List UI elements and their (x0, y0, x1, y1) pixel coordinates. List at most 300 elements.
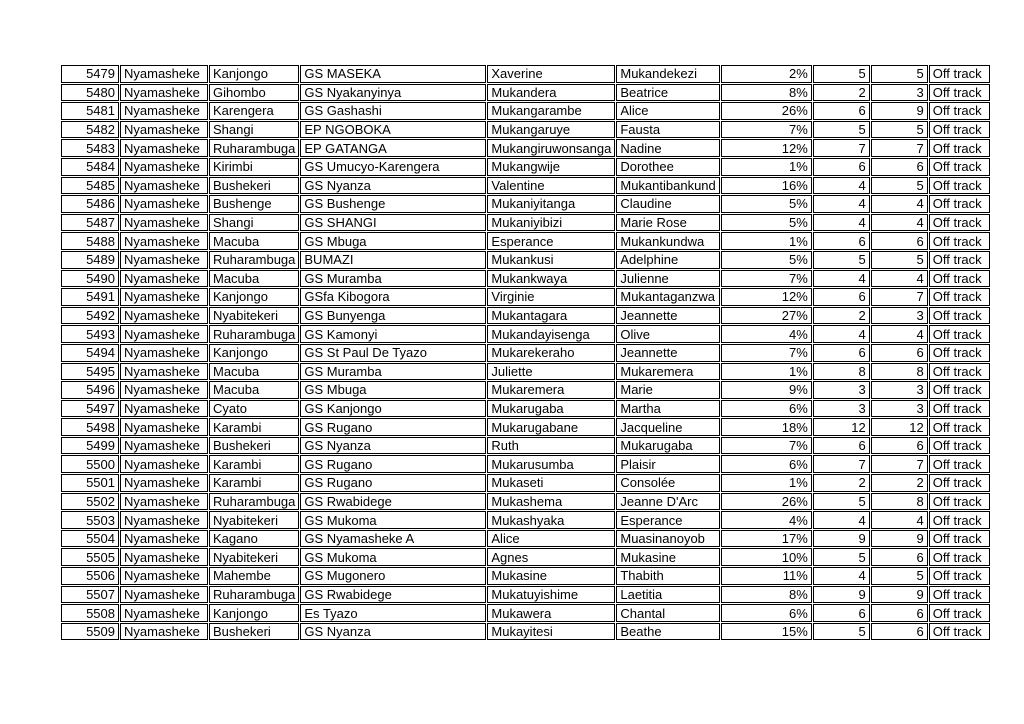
table-row (61, 604, 990, 622)
cell-percent: 26% (721, 102, 812, 120)
cell-name-2: Beatrice (616, 84, 719, 102)
cell-name-1: Mukangaruye (487, 121, 615, 139)
cell-district: Nyamasheke (120, 623, 208, 641)
cell-value-a: 4 (813, 567, 870, 585)
cell-value-b: 7 (871, 139, 928, 157)
cell-name-1: Mukaniyibizi (487, 214, 615, 232)
cell-name-2: Plaisir (616, 455, 719, 473)
cell-value-b: 4 (871, 214, 928, 232)
cell-name-2: Julienne (616, 270, 719, 288)
table-row (61, 158, 990, 176)
table-body (61, 65, 990, 640)
cell-value-a: 6 (813, 102, 870, 120)
cell-name-2: Jacqueline (616, 418, 719, 436)
cell-record-id: 5501 (61, 474, 119, 492)
cell-name-2: Muasinanoyob (616, 530, 719, 548)
cell-name-1: Mukarugabane (487, 418, 615, 436)
cell-value-a: 4 (813, 177, 870, 195)
cell-district: Nyamasheke (120, 121, 208, 139)
cell-name-2: Jeannette (616, 344, 719, 362)
cell-school: BUMAZI (300, 251, 486, 269)
cell-name-2: Olive (616, 325, 719, 343)
cell-record-id: 5482 (61, 121, 119, 139)
cell-district: Nyamasheke (120, 139, 208, 157)
cell-district: Nyamasheke (120, 288, 208, 306)
cell-district: Nyamasheke (120, 530, 208, 548)
cell-district: Nyamasheke (120, 344, 208, 362)
table-row (61, 400, 990, 418)
cell-value-b: 3 (871, 84, 928, 102)
cell-value-a: 3 (813, 381, 870, 399)
cell-value-a: 5 (813, 65, 870, 83)
cell-district: Nyamasheke (120, 65, 208, 83)
cell-record-id: 5489 (61, 251, 119, 269)
cell-status: Off track (929, 232, 990, 250)
table-row (61, 455, 990, 473)
table-row (61, 511, 990, 529)
cell-sector: Kanjongo (209, 65, 299, 83)
cell-value-a: 5 (813, 493, 870, 511)
cell-sector: Karengera (209, 102, 299, 120)
table-row (61, 270, 990, 288)
cell-school: EP GATANGA (300, 139, 486, 157)
cell-sector: Bushekeri (209, 437, 299, 455)
cell-school: GS Rwabidege (300, 493, 486, 511)
cell-name-2: Mukankundwa (616, 232, 719, 250)
cell-name-2: Fausta (616, 121, 719, 139)
cell-status: Off track (929, 102, 990, 120)
cell-value-a: 8 (813, 363, 870, 381)
cell-record-id: 5493 (61, 325, 119, 343)
cell-district: Nyamasheke (120, 604, 208, 622)
cell-district: Nyamasheke (120, 84, 208, 102)
cell-district: Nyamasheke (120, 400, 208, 418)
cell-status: Off track (929, 139, 990, 157)
cell-district: Nyamasheke (120, 102, 208, 120)
cell-record-id: 5497 (61, 400, 119, 418)
cell-value-b: 5 (871, 65, 928, 83)
cell-name-2: Mukandekezi (616, 65, 719, 83)
cell-value-b: 5 (871, 121, 928, 139)
table-row (61, 530, 990, 548)
cell-sector: Kanjongo (209, 604, 299, 622)
cell-school: GS Kamonyi (300, 325, 486, 343)
cell-sector: Bushekeri (209, 177, 299, 195)
cell-percent: 12% (721, 139, 812, 157)
cell-name-1: Mukankwaya (487, 270, 615, 288)
cell-sector: Bushekeri (209, 623, 299, 641)
cell-value-a: 5 (813, 623, 870, 641)
cell-value-a: 4 (813, 325, 870, 343)
cell-school: GS Rugano (300, 418, 486, 436)
cell-district: Nyamasheke (120, 195, 208, 213)
cell-school: GS Kanjongo (300, 400, 486, 418)
cell-record-id: 5498 (61, 418, 119, 436)
cell-sector: Macuba (209, 381, 299, 399)
cell-value-b: 6 (871, 437, 928, 455)
cell-status: Off track (929, 84, 990, 102)
cell-name-2: Nadine (616, 139, 719, 157)
cell-status: Off track (929, 623, 990, 641)
cell-percent: 16% (721, 177, 812, 195)
cell-school: GS Nyamasheke A (300, 530, 486, 548)
cell-district: Nyamasheke (120, 270, 208, 288)
cell-school: GS Gashashi (300, 102, 486, 120)
cell-record-id: 5480 (61, 84, 119, 102)
cell-name-1: Valentine (487, 177, 615, 195)
cell-value-a: 6 (813, 437, 870, 455)
cell-sector: Nyabitekeri (209, 307, 299, 325)
table-row (61, 84, 990, 102)
cell-sector: Kanjongo (209, 344, 299, 362)
cell-value-a: 7 (813, 139, 870, 157)
cell-percent: 5% (721, 214, 812, 232)
cell-value-a: 5 (813, 251, 870, 269)
cell-value-a: 3 (813, 400, 870, 418)
cell-district: Nyamasheke (120, 177, 208, 195)
cell-name-1: Mukasine (487, 567, 615, 585)
cell-name-2: Beathe (616, 623, 719, 641)
cell-name-2: Adelphine (616, 251, 719, 269)
cell-status: Off track (929, 121, 990, 139)
cell-name-1: Mukatuyishime (487, 586, 615, 604)
cell-percent: 7% (721, 344, 812, 362)
cell-name-1: Virginie (487, 288, 615, 306)
table-row (61, 623, 990, 641)
cell-name-2: Marie Rose (616, 214, 719, 232)
cell-name-1: Ruth (487, 437, 615, 455)
cell-status: Off track (929, 530, 990, 548)
cell-percent: 7% (721, 437, 812, 455)
cell-value-b: 9 (871, 102, 928, 120)
table-row (61, 418, 990, 436)
cell-value-a: 2 (813, 307, 870, 325)
cell-school: GS Nyanza (300, 437, 486, 455)
cell-name-1: Mukaseti (487, 474, 615, 492)
table-row (61, 65, 990, 83)
cell-sector: Ruharambuga (209, 139, 299, 157)
cell-school: GS Rugano (300, 455, 486, 473)
cell-percent: 18% (721, 418, 812, 436)
cell-percent: 10% (721, 548, 812, 566)
cell-sector: Cyato (209, 400, 299, 418)
cell-school: GS Umucyo-Karengera (300, 158, 486, 176)
table-row (61, 251, 990, 269)
cell-sector: Kanjongo (209, 288, 299, 306)
cell-percent: 6% (721, 604, 812, 622)
cell-school: Es Tyazo (300, 604, 486, 622)
cell-status: Off track (929, 567, 990, 585)
cell-district: Nyamasheke (120, 232, 208, 250)
cell-status: Off track (929, 344, 990, 362)
cell-record-id: 5505 (61, 548, 119, 566)
table-row (61, 288, 990, 306)
cell-value-b: 6 (871, 548, 928, 566)
cell-name-2: Marie (616, 381, 719, 399)
cell-school: GS Muramba (300, 363, 486, 381)
cell-status: Off track (929, 177, 990, 195)
cell-sector: Ruharambuga (209, 325, 299, 343)
cell-percent: 1% (721, 474, 812, 492)
cell-value-b: 7 (871, 288, 928, 306)
table-row (61, 363, 990, 381)
table-row (61, 307, 990, 325)
cell-record-id: 5495 (61, 363, 119, 381)
cell-percent: 6% (721, 400, 812, 418)
table-row (61, 232, 990, 250)
cell-value-b: 4 (871, 270, 928, 288)
cell-name-2: Chantal (616, 604, 719, 622)
cell-record-id: 5494 (61, 344, 119, 362)
cell-record-id: 5487 (61, 214, 119, 232)
cell-school: GS MASEKA (300, 65, 486, 83)
cell-record-id: 5479 (61, 65, 119, 83)
cell-value-a: 2 (813, 84, 870, 102)
cell-district: Nyamasheke (120, 158, 208, 176)
table-row (61, 474, 990, 492)
cell-sector: Karambi (209, 418, 299, 436)
cell-percent: 12% (721, 288, 812, 306)
cell-name-2: Mukarugaba (616, 437, 719, 455)
cell-name-1: Esperance (487, 232, 615, 250)
cell-record-id: 5483 (61, 139, 119, 157)
cell-school: GS Mukoma (300, 511, 486, 529)
cell-record-id: 5496 (61, 381, 119, 399)
cell-name-1: Mukayitesi (487, 623, 615, 641)
cell-value-a: 5 (813, 121, 870, 139)
cell-value-b: 6 (871, 604, 928, 622)
cell-percent: 4% (721, 325, 812, 343)
cell-value-b: 8 (871, 493, 928, 511)
cell-value-a: 6 (813, 344, 870, 362)
cell-sector: Ruharambuga (209, 251, 299, 269)
cell-value-a: 2 (813, 474, 870, 492)
cell-status: Off track (929, 325, 990, 343)
cell-status: Off track (929, 455, 990, 473)
cell-school: GS Mbuga (300, 232, 486, 250)
cell-status: Off track (929, 493, 990, 511)
cell-name-2: Dorothee (616, 158, 719, 176)
cell-value-a: 6 (813, 288, 870, 306)
cell-sector: Ruharambuga (209, 586, 299, 604)
cell-percent: 26% (721, 493, 812, 511)
cell-status: Off track (929, 214, 990, 232)
cell-district: Nyamasheke (120, 418, 208, 436)
cell-record-id: 5485 (61, 177, 119, 195)
cell-sector: Karambi (209, 474, 299, 492)
cell-percent: 5% (721, 251, 812, 269)
cell-name-1: Mukangiruwonsanga (487, 139, 615, 157)
cell-name-2: Mukasine (616, 548, 719, 566)
cell-district: Nyamasheke (120, 251, 208, 269)
table-row (61, 177, 990, 195)
cell-name-1: Mukandera (487, 84, 615, 102)
cell-status: Off track (929, 288, 990, 306)
cell-status: Off track (929, 158, 990, 176)
cell-sector: Kagano (209, 530, 299, 548)
table-row (61, 548, 990, 566)
cell-school: GS Nyanza (300, 177, 486, 195)
cell-school: GSfa Kibogora (300, 288, 486, 306)
cell-name-2: Mukantaganzwa (616, 288, 719, 306)
cell-percent: 15% (721, 623, 812, 641)
cell-value-a: 4 (813, 195, 870, 213)
cell-value-b: 5 (871, 177, 928, 195)
cell-record-id: 5507 (61, 586, 119, 604)
cell-school: GS Bunyenga (300, 307, 486, 325)
cell-school: GS Nyanza (300, 623, 486, 641)
cell-value-a: 4 (813, 214, 870, 232)
cell-value-b: 2 (871, 474, 928, 492)
cell-percent: 4% (721, 511, 812, 529)
cell-sector: Gihombo (209, 84, 299, 102)
cell-school: GS Muramba (300, 270, 486, 288)
cell-status: Off track (929, 586, 990, 604)
table-row (61, 325, 990, 343)
cell-name-1: Mukarugaba (487, 400, 615, 418)
cell-record-id: 5503 (61, 511, 119, 529)
cell-district: Nyamasheke (120, 363, 208, 381)
cell-name-2: Mukaremera (616, 363, 719, 381)
cell-percent: 17% (721, 530, 812, 548)
cell-record-id: 5506 (61, 567, 119, 585)
cell-district: Nyamasheke (120, 474, 208, 492)
table-row (61, 195, 990, 213)
cell-value-a: 5 (813, 548, 870, 566)
cell-value-b: 3 (871, 307, 928, 325)
records-table (60, 64, 991, 641)
cell-value-b: 8 (871, 363, 928, 381)
cell-school: GS St Paul De Tyazo (300, 344, 486, 362)
cell-name-1: Mukarekeraho (487, 344, 615, 362)
cell-record-id: 5486 (61, 195, 119, 213)
cell-value-a: 4 (813, 511, 870, 529)
cell-name-2: Thabith (616, 567, 719, 585)
cell-record-id: 5508 (61, 604, 119, 622)
cell-name-1: Mukangwije (487, 158, 615, 176)
cell-value-b: 5 (871, 251, 928, 269)
cell-name-1: Mukankusi (487, 251, 615, 269)
cell-value-b: 6 (871, 232, 928, 250)
cell-name-1: Mukashyaka (487, 511, 615, 529)
cell-district: Nyamasheke (120, 586, 208, 604)
cell-value-b: 9 (871, 586, 928, 604)
cell-record-id: 5481 (61, 102, 119, 120)
table-row (61, 567, 990, 585)
cell-record-id: 5484 (61, 158, 119, 176)
cell-name-1: Mukaniyitanga (487, 195, 615, 213)
cell-name-1: Alice (487, 530, 615, 548)
cell-record-id: 5491 (61, 288, 119, 306)
cell-name-2: Jeannette (616, 307, 719, 325)
cell-name-1: Mukandayisenga (487, 325, 615, 343)
cell-sector: Macuba (209, 232, 299, 250)
cell-percent: 6% (721, 455, 812, 473)
table-row (61, 493, 990, 511)
cell-sector: Shangi (209, 214, 299, 232)
cell-name-2: Jeanne D'Arc (616, 493, 719, 511)
cell-value-a: 6 (813, 232, 870, 250)
cell-value-b: 6 (871, 623, 928, 641)
cell-school: GS Bushenge (300, 195, 486, 213)
cell-percent: 7% (721, 270, 812, 288)
cell-status: Off track (929, 65, 990, 83)
cell-value-b: 6 (871, 344, 928, 362)
cell-value-b: 4 (871, 511, 928, 529)
cell-value-b: 4 (871, 195, 928, 213)
cell-status: Off track (929, 418, 990, 436)
cell-school: GS SHANGI (300, 214, 486, 232)
cell-status: Off track (929, 195, 990, 213)
cell-percent: 5% (721, 195, 812, 213)
cell-sector: Macuba (209, 363, 299, 381)
cell-status: Off track (929, 604, 990, 622)
cell-district: Nyamasheke (120, 307, 208, 325)
cell-sector: Nyabitekeri (209, 511, 299, 529)
table-row (61, 139, 990, 157)
cell-district: Nyamasheke (120, 511, 208, 529)
cell-percent: 8% (721, 586, 812, 604)
cell-name-2: Laetitia (616, 586, 719, 604)
cell-record-id: 5509 (61, 623, 119, 641)
cell-school: GS Rwabidege (300, 586, 486, 604)
cell-status: Off track (929, 381, 990, 399)
cell-status: Off track (929, 548, 990, 566)
cell-value-b: 3 (871, 381, 928, 399)
cell-district: Nyamasheke (120, 567, 208, 585)
table-row (61, 214, 990, 232)
cell-school: GS Mbuga (300, 381, 486, 399)
cell-school: GS Mugonero (300, 567, 486, 585)
cell-sector: Bushenge (209, 195, 299, 213)
table-row (61, 121, 990, 139)
cell-value-a: 6 (813, 604, 870, 622)
cell-value-b: 7 (871, 455, 928, 473)
cell-district: Nyamasheke (120, 493, 208, 511)
cell-value-a: 9 (813, 586, 870, 604)
table-row (61, 344, 990, 362)
cell-value-b: 9 (871, 530, 928, 548)
cell-name-1: Xaverine (487, 65, 615, 83)
cell-value-b: 6 (871, 158, 928, 176)
cell-record-id: 5504 (61, 530, 119, 548)
cell-record-id: 5500 (61, 455, 119, 473)
table-row (61, 381, 990, 399)
cell-district: Nyamasheke (120, 325, 208, 343)
cell-record-id: 5488 (61, 232, 119, 250)
cell-value-a: 9 (813, 530, 870, 548)
cell-record-id: 5502 (61, 493, 119, 511)
cell-name-2: Consolée (616, 474, 719, 492)
cell-name-2: Claudine (616, 195, 719, 213)
cell-percent: 1% (721, 158, 812, 176)
cell-value-a: 6 (813, 158, 870, 176)
cell-district: Nyamasheke (120, 381, 208, 399)
cell-status: Off track (929, 363, 990, 381)
cell-name-1: Mukawera (487, 604, 615, 622)
cell-name-2: Esperance (616, 511, 719, 529)
cell-name-1: Mukantagara (487, 307, 615, 325)
cell-school: GS Nyakanyinya (300, 84, 486, 102)
cell-percent: 27% (721, 307, 812, 325)
cell-sector: Karambi (209, 455, 299, 473)
cell-value-a: 7 (813, 455, 870, 473)
cell-value-b: 12 (871, 418, 928, 436)
cell-name-1: Mukaremera (487, 381, 615, 399)
cell-name-1: Mukashema (487, 493, 615, 511)
cell-school: EP NGOBOKA (300, 121, 486, 139)
table-row (61, 102, 990, 120)
